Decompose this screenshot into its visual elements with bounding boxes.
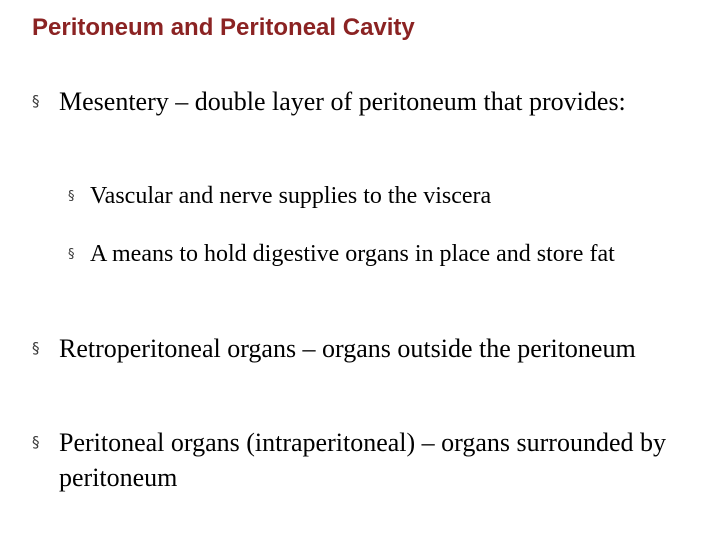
bullet-intraperitoneal xyxy=(32,425,692,495)
bullet-text: Peritoneal organs (intraperitoneal) – organs surrounded by peritoneum xyxy=(59,428,666,492)
bullet-marker-icon: § xyxy=(32,339,40,357)
sub-bullet-hold-organs xyxy=(68,238,698,271)
bullet-marker-icon: § xyxy=(32,433,40,451)
sub-bullet-text: A means to hold digestive organs in place and store fat xyxy=(90,241,615,267)
sub-bullet-text: Vascular and nerve supplies to the viscera xyxy=(90,183,492,209)
bullet-retroperitoneal xyxy=(32,331,692,366)
sub-bullet-marker-icon: § xyxy=(68,189,75,204)
slide-title: Peritoneum and Peritoneal Cavity xyxy=(32,14,415,41)
bullet-text: Mesentery – double layer of peritoneum that provides: xyxy=(59,87,626,116)
sub-bullet-marker-icon: § xyxy=(68,247,75,262)
sub-bullet-vascular-supply xyxy=(68,180,698,213)
bullet-text: Retroperitoneal organs – organs outside the peritoneum xyxy=(59,334,636,363)
bullet-marker-icon: § xyxy=(32,92,40,110)
bullet-mesentery xyxy=(32,84,692,119)
